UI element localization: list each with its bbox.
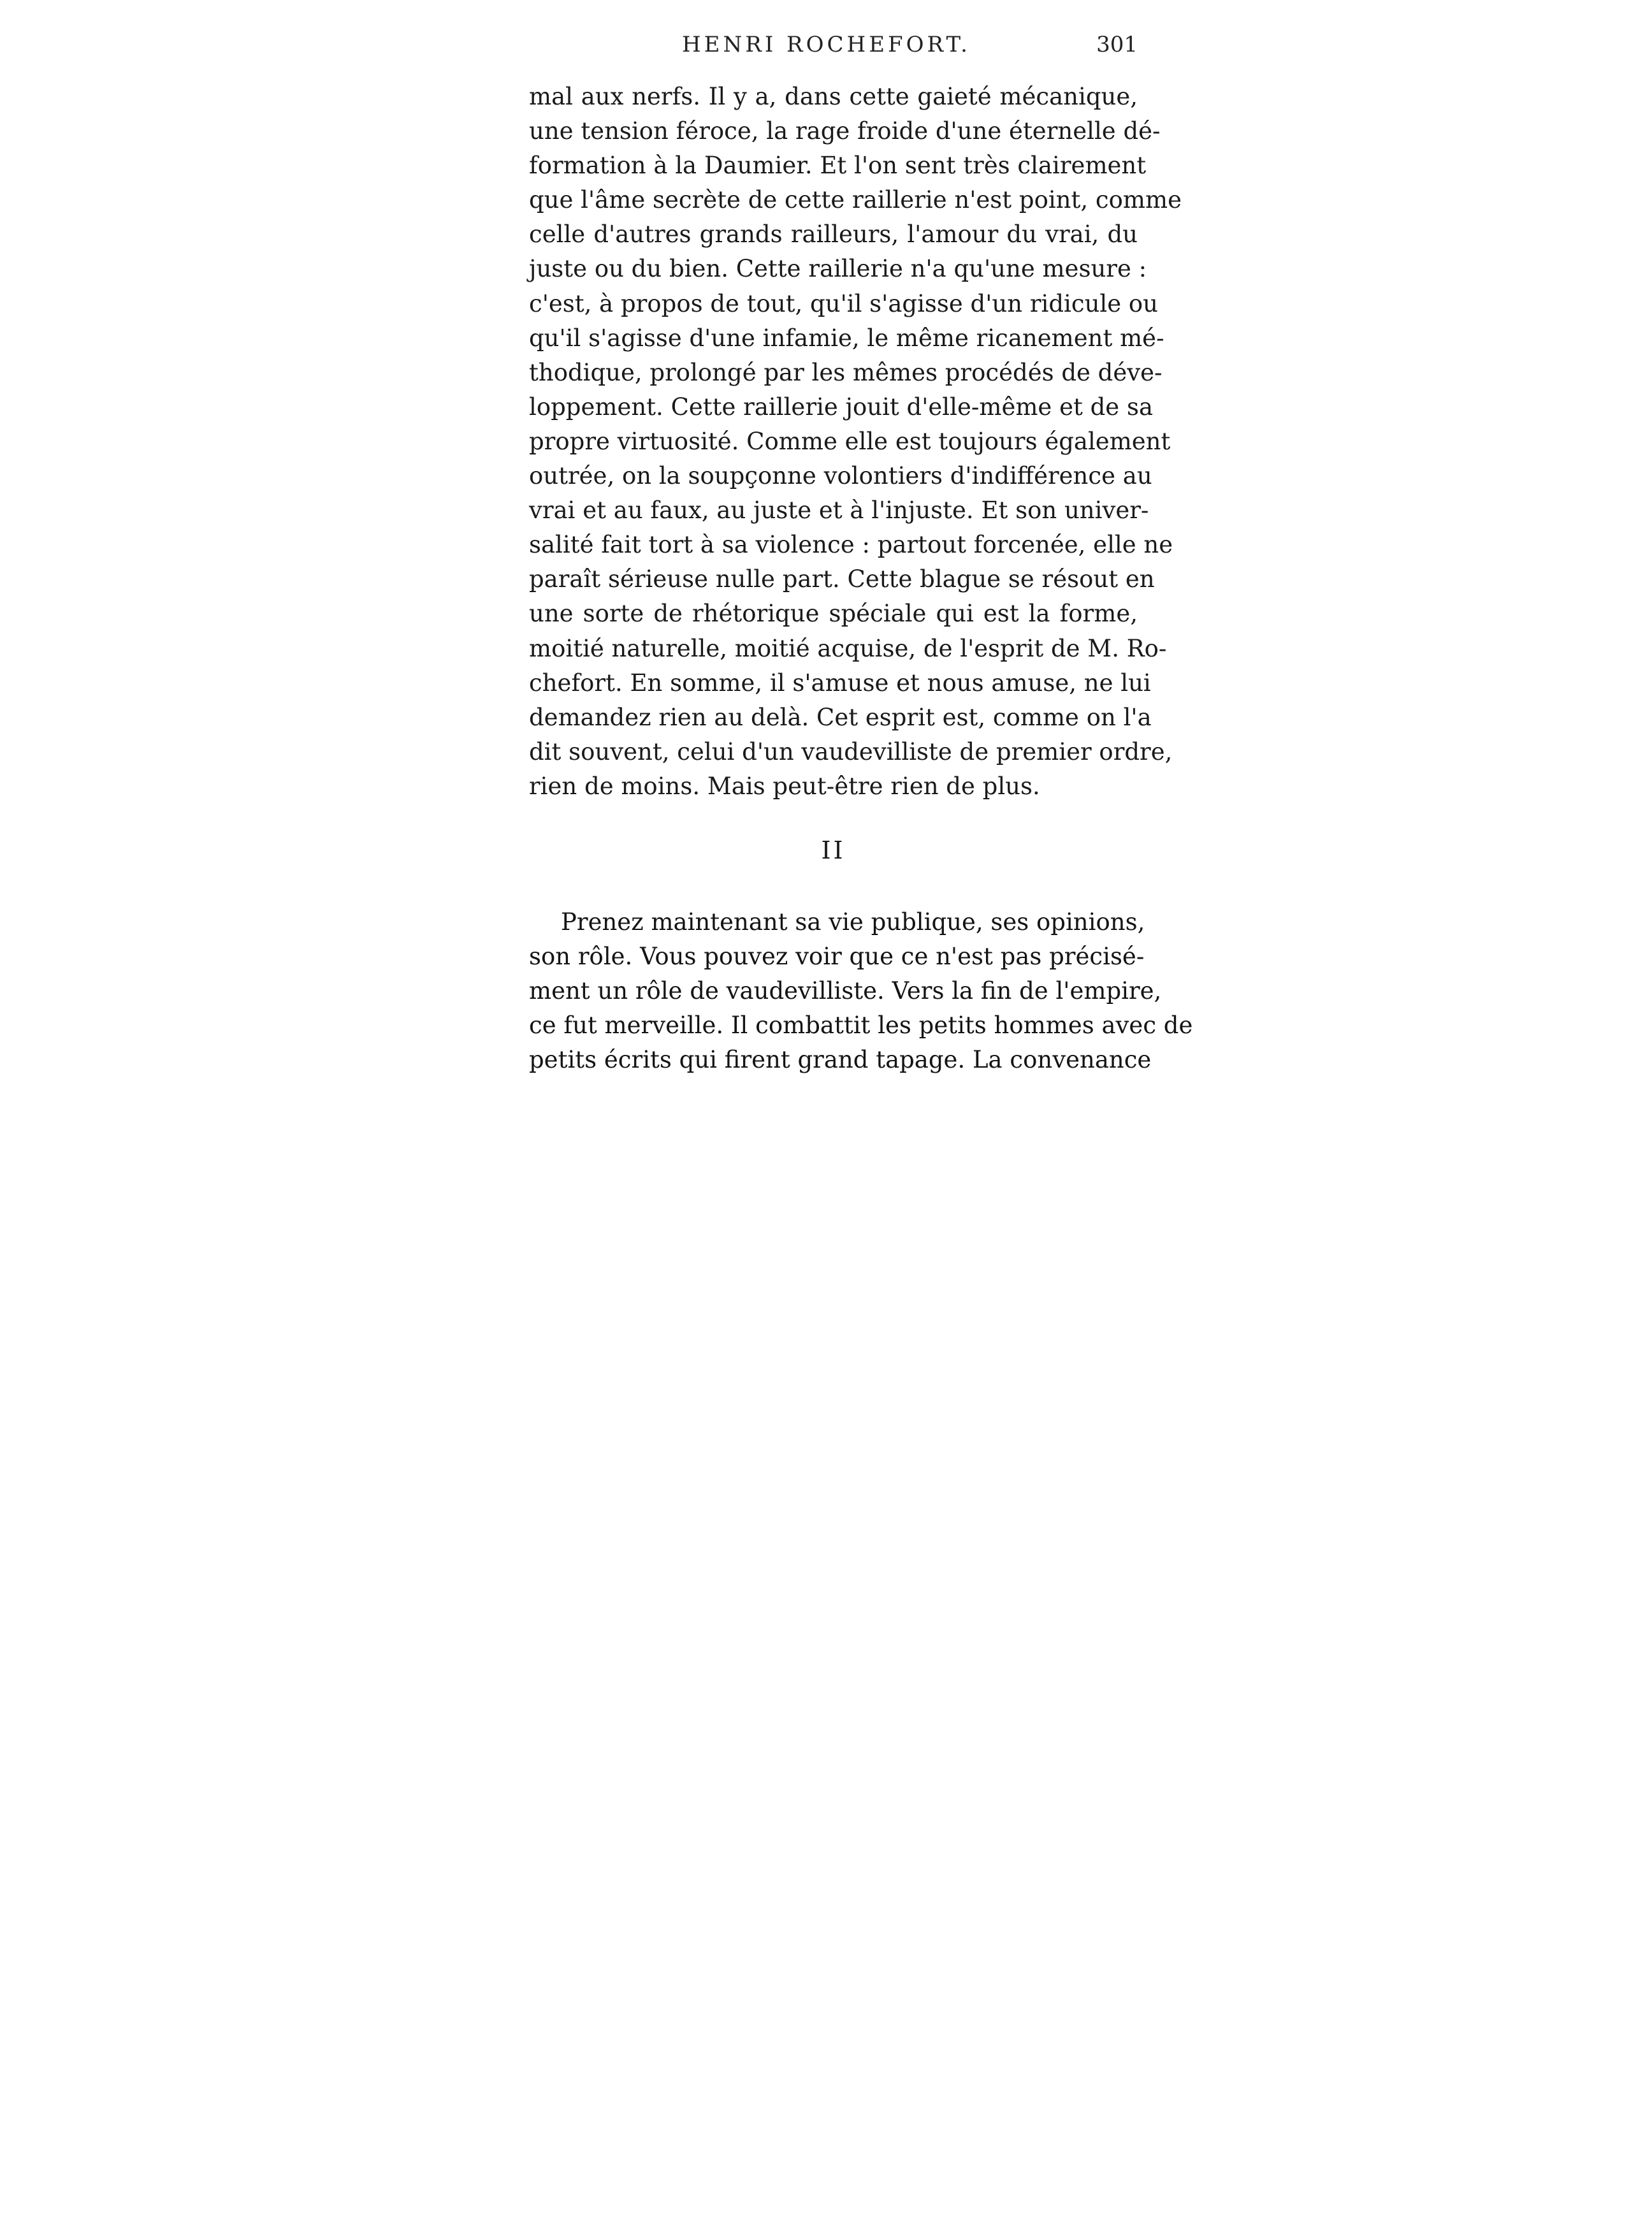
- text-line: qu'il s'agisse d'une infamie, le même ricanement mé-: [529, 324, 1164, 352]
- text-line: demandez rien au delà. Cet esprit est, comme on l'a: [529, 703, 1152, 731]
- text-line: propre virtuosité. Comme elle est toujours également: [529, 427, 1171, 455]
- text-line: juste ou du bien. Cette raillerie n'a qu'une mesure :: [529, 255, 1147, 283]
- text-line: paraît sérieuse nulle part. Cette blague se résout en: [529, 565, 1155, 593]
- text-line: ce fut merveille. Il combattit les petits hommes avec de: [529, 1012, 1193, 1040]
- paragraph-2: [529, 905, 1193, 1077]
- text-line: outrée, on la soupçonne volontiers d'indifférence au: [529, 462, 1152, 490]
- text-line: celle d'autres grands railleurs, l'amour du vrai, du: [529, 221, 1138, 249]
- text-line: thodique, prolongé par les mêmes procédés de déve-: [529, 358, 1163, 386]
- text-line: mal aux nerfs. Il y a, dans cette gaieté mécanique,: [529, 83, 1138, 110]
- text-line: son rôle. Vous pouvez voir que ce n'est pas précisé-: [529, 943, 1145, 971]
- text-line: salité fait tort à sa violence : partout forcenée, elle ne: [529, 531, 1173, 559]
- paragraph-1: [529, 80, 1182, 804]
- text-line: dit souvent, celui d'un vaudevilliste de premier ordre,: [529, 737, 1173, 766]
- text-line: une sorte de rhétorique spéciale qui est la forme,: [529, 600, 1138, 628]
- text-line: loppement. Cette raillerie jouit d'elle-même et de sa: [529, 393, 1154, 421]
- text-line: ment un rôle de vaudevilliste. Vers la fin de l'empire,: [529, 977, 1162, 1005]
- text-line: petits écrits qui firent grand tapage. La convenance: [529, 1046, 1152, 1074]
- text-line: Prenez maintenant sa vie publique, ses opinions,: [561, 908, 1145, 936]
- text-line: formation à la Daumier. Et l'on sent très clairement: [529, 152, 1147, 180]
- text-line: moitié naturelle, moitié acquise, de l'esprit de M. Ro-: [529, 634, 1167, 662]
- page-number: 301: [1096, 32, 1138, 57]
- text-line: chefort. En somme, il s'amuse et nous amuse, ne lui: [529, 669, 1151, 697]
- running-title: HENRI ROCHEFORT.: [682, 32, 971, 57]
- section-heading: II: [821, 836, 846, 864]
- text-line: une tension féroce, la rage froide d'une éternelle dé-: [529, 117, 1161, 145]
- text-line: rien de moins. Mais peut-être rien de plus.: [529, 772, 1040, 800]
- text-line: que l'âme secrète de cette raillerie n'est point, comme: [529, 186, 1182, 214]
- running-head: [529, 32, 1138, 70]
- text-line: c'est, à propos de tout, qu'il s'agisse d'un ridicule ou: [529, 289, 1159, 317]
- text-line: vrai et au faux, au juste et à l'injuste. Et son univer-: [529, 497, 1149, 525]
